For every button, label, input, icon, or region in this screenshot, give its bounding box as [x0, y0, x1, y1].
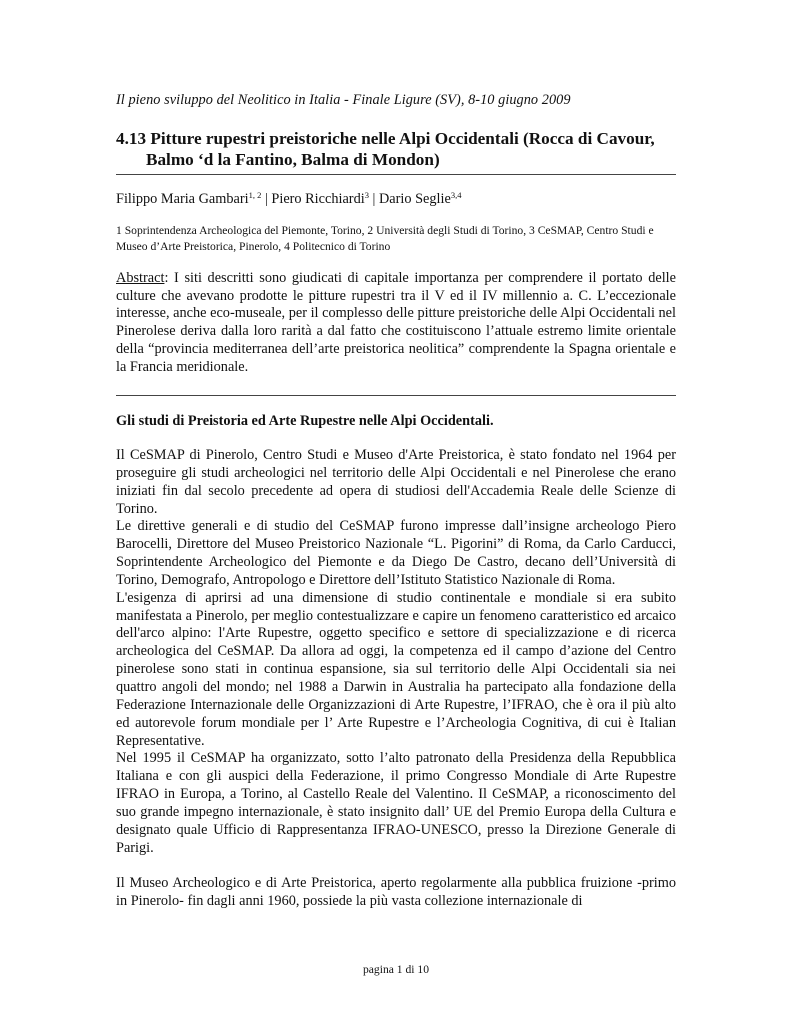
author-affiliation-marker: 3 — [364, 190, 369, 200]
author-separator: | — [261, 191, 272, 207]
author-name: Dario Seglie — [378, 191, 451, 207]
running-header: Il pieno sviluppo del Neolitico in Italia - Finale Ligure (SV), 8-10 giugno 2009 — [116, 92, 571, 108]
paragraph: Il CeSMAP di Pinerolo, Centro Studi e Museo d'Arte Preistorica, è stato fondato nel 1964 per proseguire gli studi archeologici nel territorio delle Alpi Occidentali e nel Pinerolese che erano iniziati fin dal secolo precedente ad opera di studiosi dell'Accademia Reale delle Scienze di Torino. — [116, 447, 676, 517]
author-list — [116, 191, 676, 208]
author-affiliation-marker: 1, 2 — [248, 190, 262, 200]
paragraph: Il Museo Archeologico e di Arte Preistorica, aperto regolarmente alla pubblica fruizione -primo in Pinerolo- fin dagli anni 1960, possiede la più vasta collezione internazionale di — [116, 875, 676, 910]
affiliations: 1 Soprintendenza Archeologica del Piemonte, Torino, 2 Università degli Studi di Torino, 3 CeSMAP, Centro Studi e Museo d’Arte Preistorica, Pinerolo, 4 Politecnico di Torino — [116, 224, 654, 253]
page-number: pagina 1 di 10 — [362, 963, 429, 976]
author-name: Piero Ricchiardi — [271, 191, 365, 207]
title-line-1: 4.13 Pitture rupestri preistoriche nelle Alpi Occidentali (Rocca di Cavour, — [116, 129, 655, 148]
author-affiliation-marker: 3,4 — [450, 190, 462, 200]
title-divider — [116, 174, 676, 175]
paragraph: L'esigenza di aprirsi ad una dimensione di studio continentale e mondiale si era subito manifestata a Pinerolo, per meglio contestualizzare e capire un fenomeno caratteristico ed arcaico dell'arco alpino: l'Arte Rupestre, oggetto specifico e settore di specializzazione e di ricerca archeologica del CeSMAP. Da allora ad oggi, la competenza ed il campo d’azione del Centro pinerolese sono stati in continua espansione, sia sul territorio delle Alpi Occidentali sia nei quattro angoli del mondo; nel 1988 a Darwin in Australia ha partecipato alla fondazione della Federazione Internazionale delle Organizzazioni di Arte Rupestre, l’IFRAO, che è ora il più alto ed autorevole forum mondiale per l’ Arte Rupestre e l’Archeologia Cognitiva, di cui è Italian Representative. — [116, 589, 676, 749]
body-text — [116, 447, 676, 911]
section-heading: Gli studi di Preistoria ed Arte Rupestre nelle Alpi Occidentali. — [116, 413, 494, 429]
abstract — [116, 270, 676, 376]
abstract-divider — [116, 395, 676, 396]
abstract-label: Abstract — [116, 270, 165, 286]
title-line-2: Balmo ‘d la Fantino, Balma di Mondon) — [146, 150, 440, 169]
abstract-text: : I siti descritti sono giudicati di capitale importanza per comprendere il portato delle culture che avevano prodotte le pitture rupestri tra il V ed il IV millennio a. C. L’eccezionale interesse, anche eco-museale, per il complesso delle pitture preistoriche delle Alpi Occidentali nel Pinerolese deriva dalla loro rarità a dal fatto che costituiscono l’attuale estremo limite orientale della “provincia mediterranea dell’arte preistorica neolitica” comprendente la Spagna orientale e la Francia meridionale. — [116, 270, 676, 375]
paragraph: Nel 1995 il CeSMAP ha organizzato, sotto l’alto patronato della Presidenza della Repubblica Italiana e con gli auspici della Federazione, il primo Congresso Mondiale di Arte Rupestre IFRAO in Europa, a Torino, al Castello Reale del Valentino. Il CeSMAP, a riconoscimento del suo grande impegno internazionale, è stato insignito dall’ UE del Premio Europa della Cultura e designato quale Ufficio di Rappresentanza IFRAO-UNESCO, presso la Direzione Generale di Parigi. — [116, 750, 676, 856]
author-separator: | — [368, 191, 379, 207]
paragraph: Le direttive generali e di studio del CeSMAP furono impresse dall’insigne archeologo Piero Barocelli, Direttore del Museo Preistorico Nazionale “L. Pigorini” di Roma, da Carlo Carducci, Soprintendente Archeologico del Piemonte e da Diego De Castro, decano dell’Università di Torino, Demografo, Antropologo e Direttore dell’Istituto Statistico Nazionale di Roma. — [116, 518, 676, 588]
article-title — [116, 128, 676, 170]
author-name: Filippo Maria Gambari — [116, 191, 249, 207]
